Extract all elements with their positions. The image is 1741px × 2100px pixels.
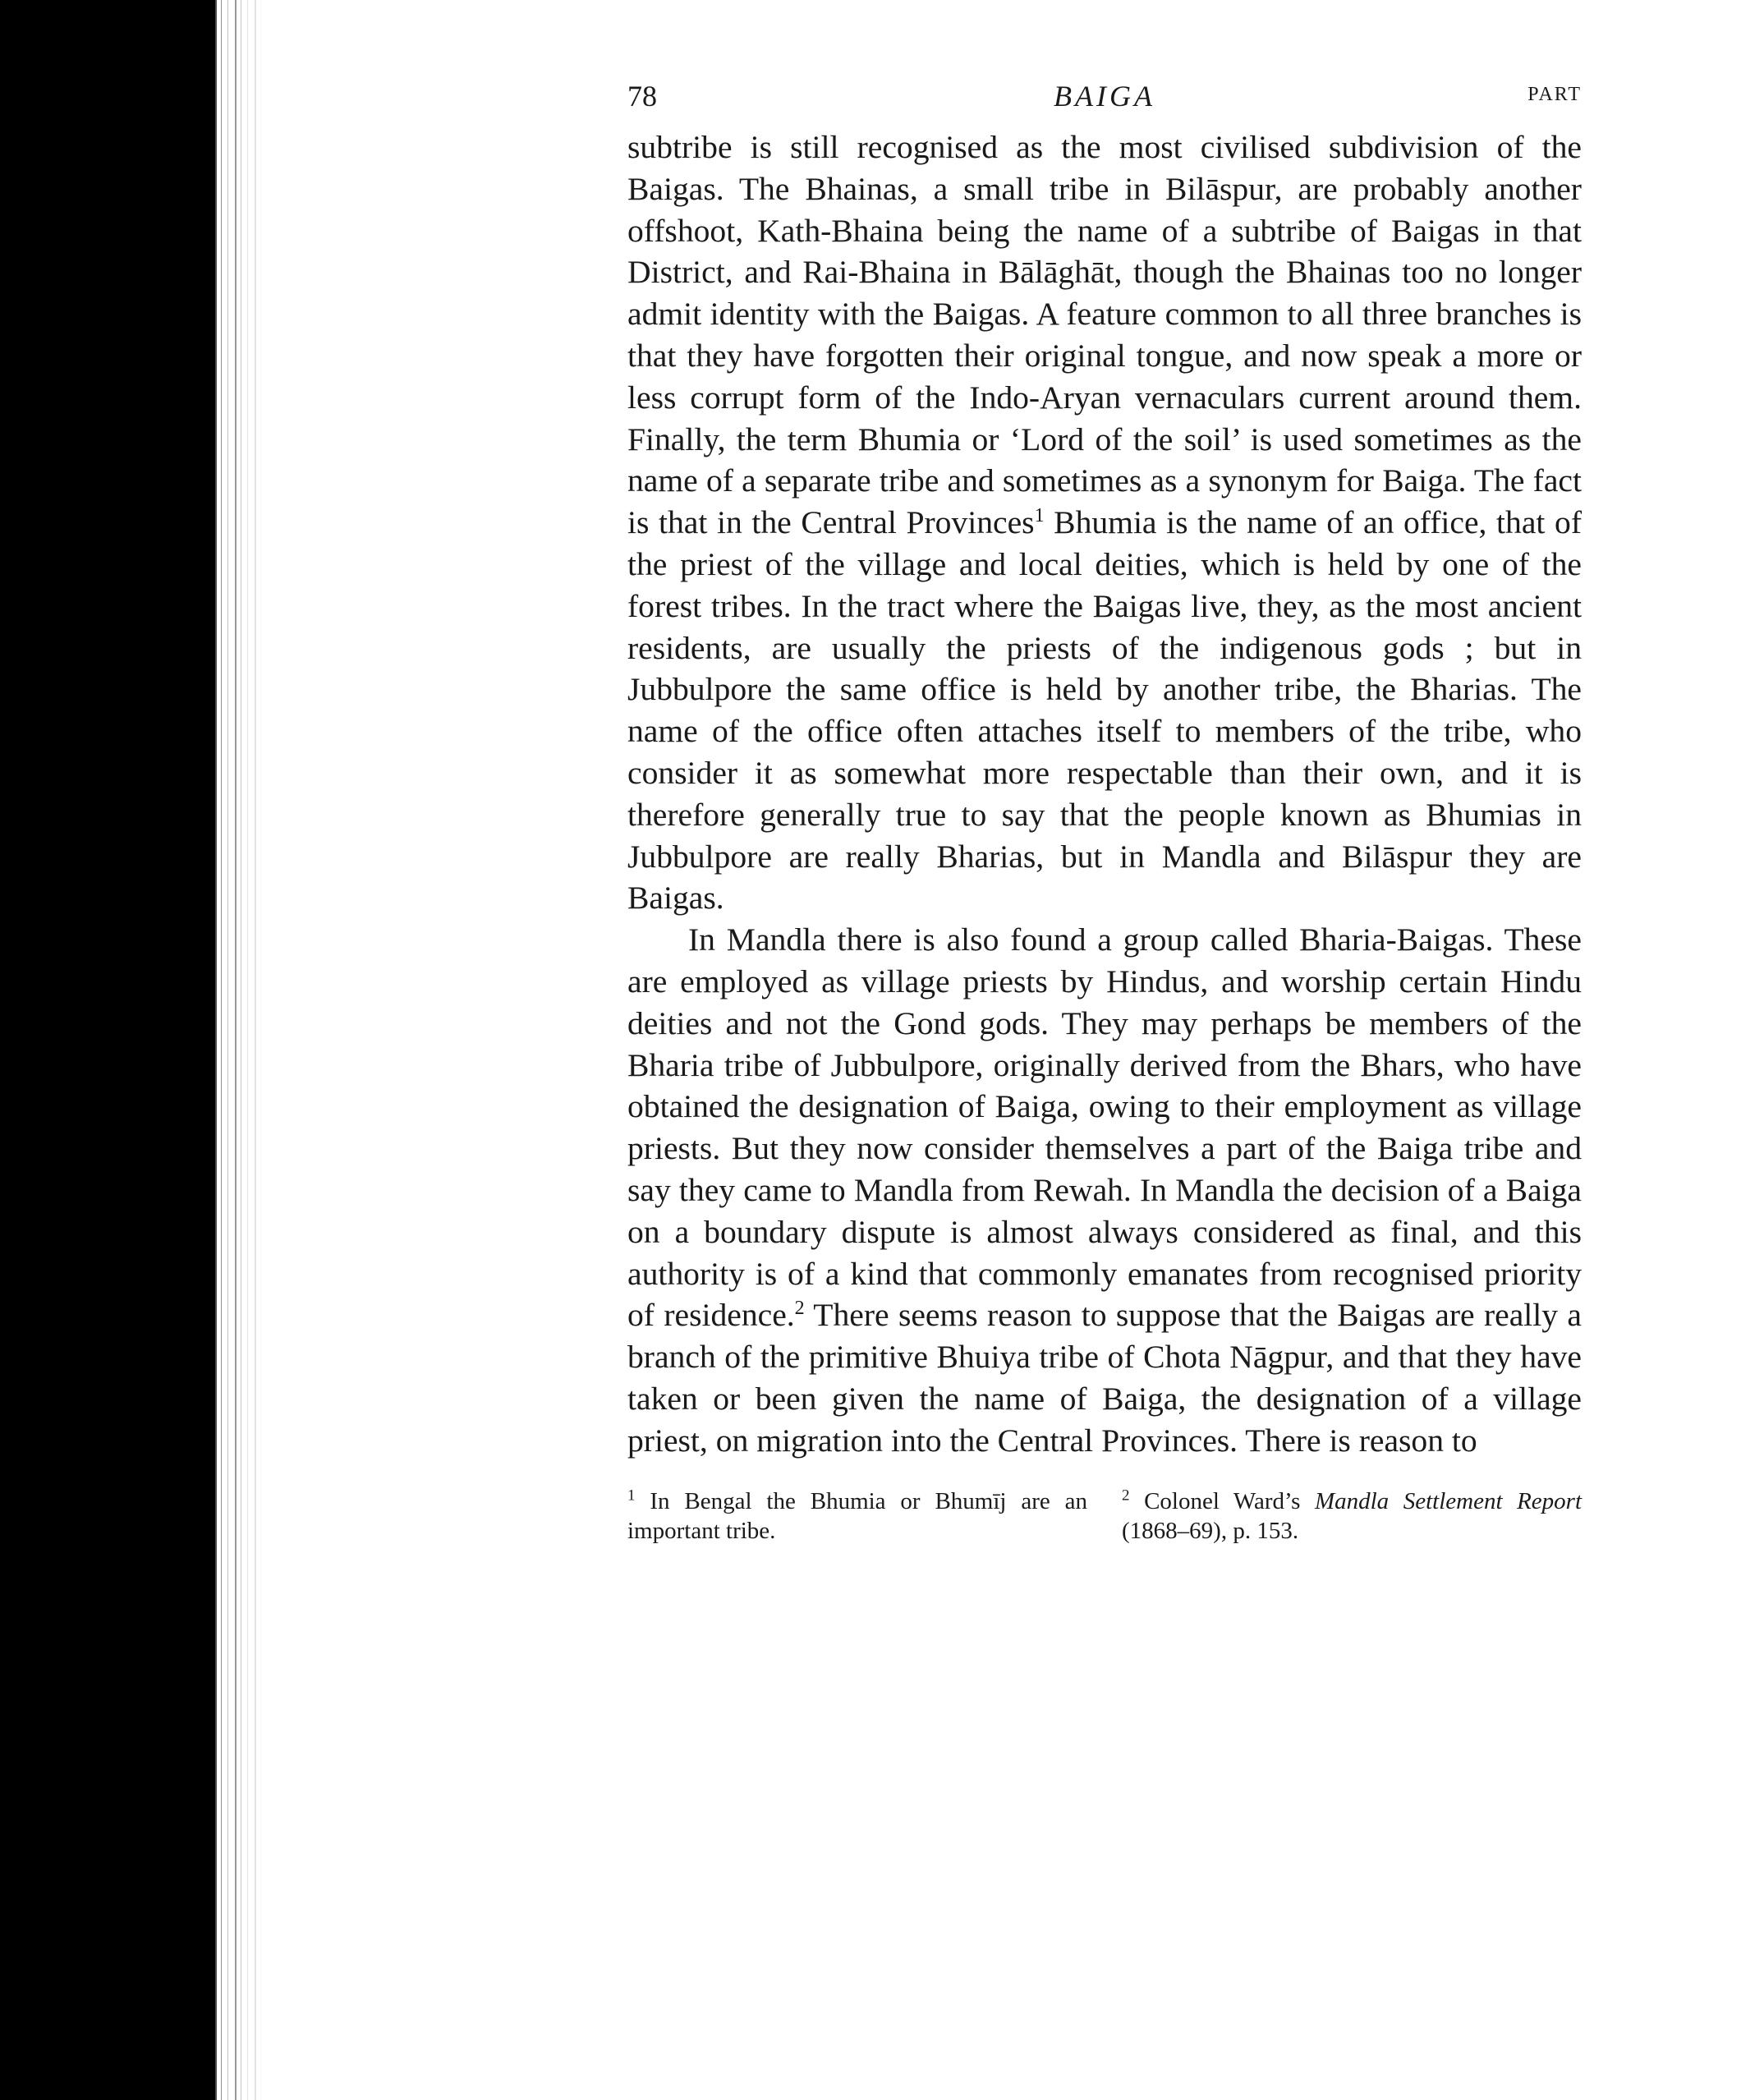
footnotes bbox=[627, 1487, 1582, 1546]
paragraph-1 bbox=[627, 126, 1582, 919]
paragraph-2 bbox=[627, 919, 1582, 1461]
running-title: BAIGA bbox=[1054, 80, 1155, 113]
footnote-2-mark: 2 bbox=[1122, 1486, 1130, 1504]
paragraph-1-text-a: subtribe is still recognised as the most civilised subdivision of the Baigas. The Bhainas, a small tribe in Bilāspur, are probably another offshoot, Kath-Bhaina being the name of a subtribe of Baigas in that District, and Rai-Bhaina in Bālāghāt, though the Bhainas too no longer admit identity with the Baigas. A feature common to all three branches is that they have forgotten their original tongue, and now speak a more or less corrupt form of the Indo-Aryan vernaculars current around them. Finally, the term Bhumia or ‘Lord of the soil’ is used sometimes as the name of a separate tribe and sometimes as a synonym for Baiga. The fact is that in the Central Provinces bbox=[627, 129, 1582, 541]
paragraph-2-text-a: In Mandla there is also found a group called Bharia-Baigas. These are employed as village priests by Hindus, and worship certain Hindu deities and not the Gond gods. They may perhaps be members of the Bharia tribe of Jubbulpore, originally derived from the Bhars, who have obtained the designation of Baiga, owing to their employment as village priests. But they now consider themselves a part of the Baiga tribe and say they came to Mandla from Rewah. In Mandla the decision of a Baiga on a boundary dispute is almost always considered as final, and this authority is of a kind that commonly emanates from recognised priority of residence. bbox=[627, 921, 1582, 1334]
footnote-2-title: Mandla Settlement Report bbox=[1314, 1487, 1582, 1514]
footnote-2 bbox=[1122, 1487, 1582, 1546]
footnote-1-mark: 1 bbox=[627, 1486, 636, 1504]
paragraph-2-text-b: There seems reason to suppose that the Baigas are really a branch of the primitive Bhuiya tribe of Chota Nāgpur, and that they have taken or been given the name of Baiga, the designation of a village priest, on migration into the Central Provinces. There is reason to bbox=[627, 1297, 1582, 1459]
footnote-2-post: (1868–69), p. 153. bbox=[1122, 1517, 1299, 1544]
scan-binding-fringe bbox=[215, 0, 263, 2100]
footnote-1-text: In Bengal the Bhumia or Bhumīj are an important tribe. bbox=[627, 1487, 1087, 1544]
footnote-2-pre: Colonel Ward’s bbox=[1129, 1487, 1315, 1514]
footnote-ref-1: 1 bbox=[1034, 504, 1045, 526]
running-part-label: PART bbox=[1527, 84, 1582, 105]
running-head bbox=[627, 74, 1582, 120]
footnote-ref-2: 2 bbox=[794, 1298, 805, 1320]
footnote-1 bbox=[627, 1487, 1087, 1546]
paragraph-1-text-b: Bhumia is the name of an office, that of the priest of the village and local deities, which is held by one of the forest tribes. In the tract where the Baigas live, they, as the most ancient residents, are usually the priests of the indigenous gods ; but in Jubbulpore the same office is held by another tribe, the Bharias. The name of the office often attaches itself to members of the tribe, who consider it as somewhat more respectable than their own, and it is therefore generally true to say that the people known as Bhumias in Jubbulpore are really Bharias, but in Mandla and Bilāspur they are Baigas. bbox=[627, 504, 1582, 917]
page-number: 78 bbox=[627, 80, 657, 113]
book-page bbox=[627, 74, 1582, 1546]
scan-binding-edge bbox=[0, 0, 215, 2100]
body-text bbox=[627, 126, 1582, 1462]
